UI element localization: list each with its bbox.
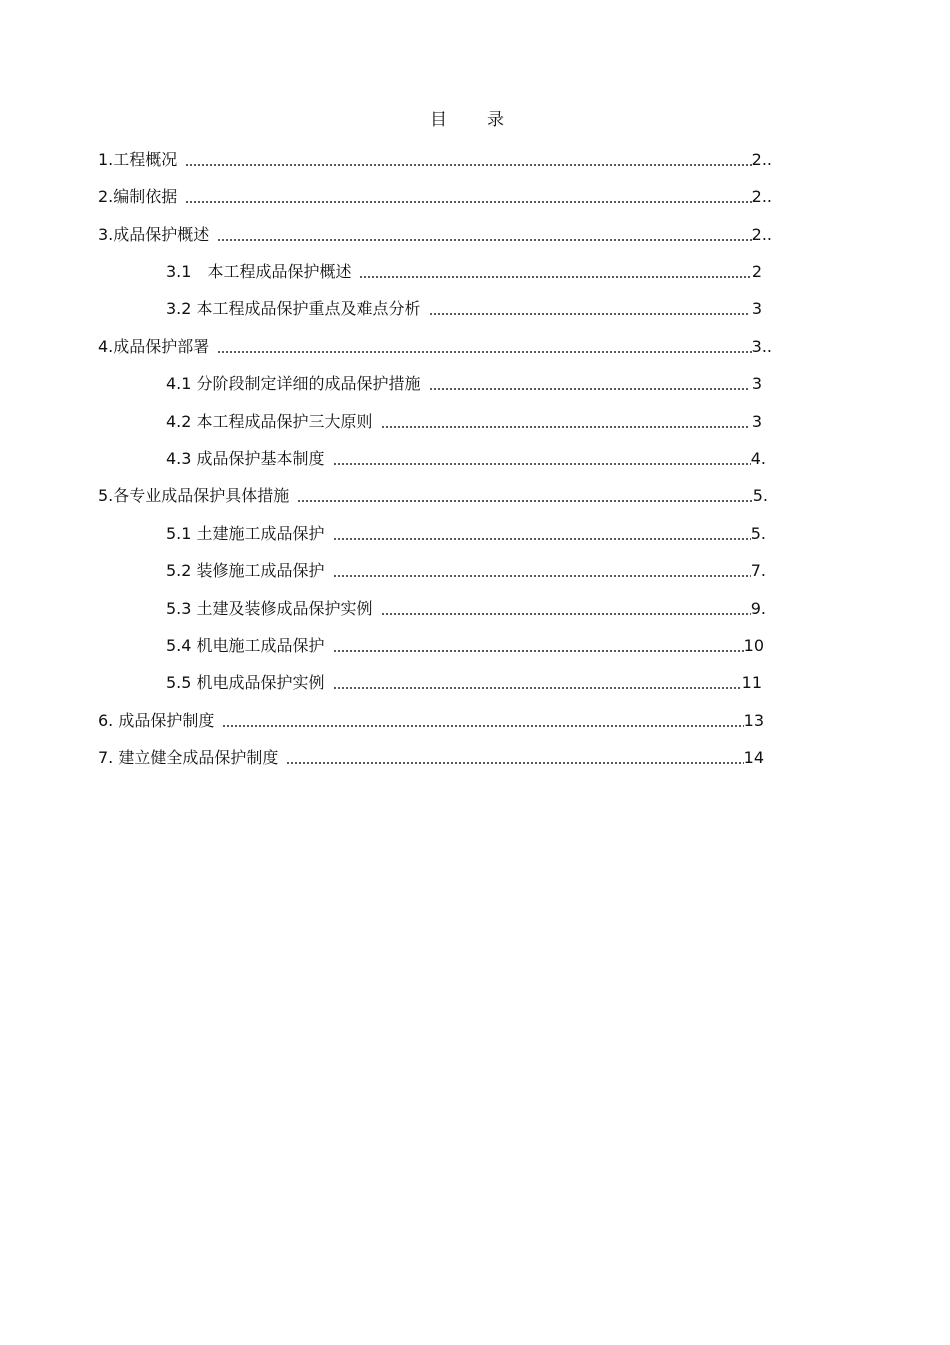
toc-entry-page: 5. [750, 524, 766, 543]
toc-entry[interactable] [166, 371, 762, 395]
toc-entry[interactable] [166, 596, 766, 620]
toc-entry[interactable] [166, 558, 766, 582]
toc-entry-label: 5.3 土建及装修成品保护实例 [166, 599, 373, 618]
toc-entry-page: 2.. [751, 225, 772, 244]
toc-entry-page: 10 [743, 636, 764, 655]
toc-entry-page: 14 [743, 748, 764, 767]
toc-entry[interactable] [166, 446, 766, 470]
toc-entry-label: 4.成品保护部署 [98, 337, 210, 356]
dot-leader [429, 388, 750, 390]
toc-entry-page: 3 [751, 412, 762, 431]
dot-leader [333, 650, 744, 652]
dot-leader [333, 687, 742, 689]
toc-entry-label: 4.2 本工程成品保护三大原则 [166, 412, 373, 431]
toc-entry-page: 3 [751, 299, 762, 318]
toc-entry-page: 2.. [751, 187, 772, 206]
dot-leader [333, 575, 751, 577]
page-title: 目录 [430, 110, 544, 130]
dot-leader [185, 201, 751, 203]
toc-entry-page: 2 [751, 262, 762, 281]
toc-entry[interactable] [166, 670, 762, 694]
toc-entry[interactable] [166, 296, 762, 320]
toc-entry[interactable] [166, 633, 764, 657]
dot-leader [297, 500, 752, 502]
dot-leader [381, 613, 751, 615]
toc-entry[interactable] [166, 521, 766, 545]
toc-entry[interactable] [98, 745, 764, 769]
dot-leader [333, 538, 751, 540]
dot-leader [429, 313, 750, 315]
toc-entry[interactable] [166, 259, 762, 283]
toc-entry-page: 9. [750, 599, 766, 618]
toc-entry-label: 3.2 本工程成品保护重点及难点分析 [166, 299, 421, 318]
dot-leader [217, 351, 751, 353]
toc-entry[interactable] [98, 184, 772, 208]
dot-leader [359, 276, 750, 278]
toc-entry-page: 5. [752, 486, 768, 505]
toc-entry[interactable] [98, 147, 772, 171]
toc-entry-page: 11 [741, 673, 762, 692]
toc-entry-label: 5.1 土建施工成品保护 [166, 524, 325, 543]
dot-leader [185, 164, 751, 166]
dot-leader [222, 725, 743, 727]
toc-entry-label: 3.成品保护概述 [98, 225, 210, 244]
toc-entry-label: 3.1 本工程成品保护概述 [166, 262, 352, 281]
toc-entry-page: 7. [750, 561, 766, 580]
toc-entry-label: 4.1 分阶段制定详细的成品保护措施 [166, 374, 421, 393]
toc-entry-page: 2.. [751, 150, 772, 169]
toc-entry[interactable] [98, 334, 772, 358]
toc-entry-page: 3 [751, 374, 762, 393]
dot-leader [333, 463, 751, 465]
dot-leader [286, 762, 743, 764]
toc-entry-page: 13 [743, 711, 764, 730]
toc-entry-page: 3.. [751, 337, 772, 356]
toc-entry-label: 2.编制依据 [98, 187, 178, 206]
toc-entry-label: 7. 建立健全成品保护制度 [98, 748, 279, 767]
toc-entry-label: 5.各专业成品保护具体措施 [98, 486, 290, 505]
toc-entry-label: 6. 成品保护制度 [98, 711, 215, 730]
toc-entry-label: 5.4 机电施工成品保护 [166, 636, 325, 655]
toc-entry-page: 4. [750, 449, 766, 468]
dot-leader [217, 239, 751, 241]
toc-entry-label: 5.2 装修施工成品保护 [166, 561, 325, 580]
toc-entry-label: 1.工程概况 [98, 150, 178, 169]
toc-entry[interactable] [98, 483, 768, 507]
toc-entry[interactable] [98, 708, 764, 732]
dot-leader [381, 426, 750, 428]
toc-entry[interactable] [166, 409, 762, 433]
toc-entry-label: 4.3 成品保护基本制度 [166, 449, 325, 468]
toc-entry-label: 5.5 机电成品保护实例 [166, 673, 325, 692]
toc-entry[interactable] [98, 222, 772, 246]
